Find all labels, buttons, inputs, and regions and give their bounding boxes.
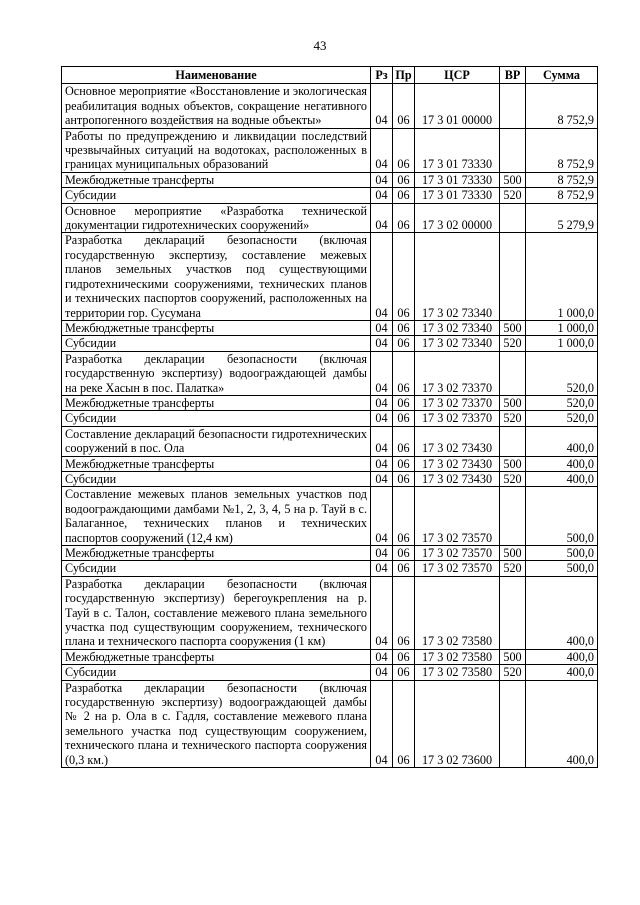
table-row bbox=[62, 487, 598, 546]
cell-rz: 04 bbox=[371, 456, 393, 471]
cell-vr bbox=[500, 487, 526, 546]
cell-sum: 8 752,9 bbox=[526, 188, 598, 203]
cell-rz: 04 bbox=[371, 395, 393, 410]
header-name: Наименование bbox=[62, 67, 371, 84]
cell-rz: 04 bbox=[371, 203, 393, 233]
cell-sum: 1 000,0 bbox=[526, 233, 598, 320]
cell-vr bbox=[500, 203, 526, 233]
cell-pr: 06 bbox=[393, 172, 415, 187]
cell-pr: 06 bbox=[393, 456, 415, 471]
table-row bbox=[62, 665, 598, 680]
table-row bbox=[62, 471, 598, 486]
header-sum: Сумма bbox=[526, 67, 598, 84]
cell-pr: 06 bbox=[393, 680, 415, 767]
cell-name: Межбюджетные трансферты bbox=[62, 172, 371, 187]
table-header-row bbox=[62, 67, 598, 84]
cell-pr: 06 bbox=[393, 395, 415, 410]
cell-rz: 04 bbox=[371, 351, 393, 395]
header-pr: Пр bbox=[393, 67, 415, 84]
cell-pr: 06 bbox=[393, 188, 415, 203]
header-csr: ЦСР bbox=[415, 67, 500, 84]
cell-name: Основное мероприятие «Восстановление и экологическая реабилитация водных объектов, сокращение негативного антропогенного воздействия на водные объекты» bbox=[62, 84, 371, 128]
cell-sum: 8 752,9 bbox=[526, 128, 598, 172]
cell-name: Субсидии bbox=[62, 665, 371, 680]
cell-sum: 500,0 bbox=[526, 546, 598, 561]
cell-sum: 500,0 bbox=[526, 487, 598, 546]
cell-vr: 520 bbox=[500, 471, 526, 486]
cell-sum: 500,0 bbox=[526, 561, 598, 576]
cell-rz: 04 bbox=[371, 665, 393, 680]
cell-vr bbox=[500, 233, 526, 320]
cell-vr: 520 bbox=[500, 561, 526, 576]
cell-pr: 06 bbox=[393, 665, 415, 680]
cell-pr: 06 bbox=[393, 84, 415, 128]
cell-sum: 400,0 bbox=[526, 471, 598, 486]
cell-vr: 500 bbox=[500, 456, 526, 471]
cell-sum: 8 752,9 bbox=[526, 172, 598, 187]
table-row bbox=[62, 426, 598, 456]
cell-name: Разработка деклараций безопасности (включая государственную экспертизу, составление межевых планов земельных участков под существующими гидротехническими сооружениями, технических планов и технических паспортов сооружений, расположенных на территории гор. Сусумана bbox=[62, 233, 371, 320]
cell-rz: 04 bbox=[371, 411, 393, 426]
cell-vr bbox=[500, 351, 526, 395]
cell-name: Субсидии bbox=[62, 336, 371, 351]
cell-csr: 17 3 02 73430 bbox=[415, 471, 500, 486]
cell-csr: 17 3 02 73370 bbox=[415, 411, 500, 426]
cell-name: Разработка декларации безопасности (включая государственную экспертизу) берегоукрепления на р. Тауй в с. Талон, составление межевого плана земельного участка под существующим сооружением, технического плана и технического паспорта сооружения (1 км) bbox=[62, 576, 371, 649]
cell-name: Составление межевых планов земельных участков под водоограждающими дамбами №1, 2, 3, 4, 5 на р. Тауй в с. Балаганное, технических планов и технических паспортов сооружений (12,4 км) bbox=[62, 487, 371, 546]
cell-pr: 06 bbox=[393, 561, 415, 576]
cell-rz: 04 bbox=[371, 426, 393, 456]
table-row bbox=[62, 128, 598, 172]
cell-csr: 17 3 01 73330 bbox=[415, 128, 500, 172]
cell-rz: 04 bbox=[371, 320, 393, 335]
table-row bbox=[62, 411, 598, 426]
cell-name: Разработка декларации безопасности (включая государственную экспертизу) водоограждающей дамбы на реке Хасын в пос. Палатка» bbox=[62, 351, 371, 395]
cell-name: Межбюджетные трансферты bbox=[62, 320, 371, 335]
cell-csr: 17 3 01 00000 bbox=[415, 84, 500, 128]
cell-csr: 17 3 01 73330 bbox=[415, 188, 500, 203]
cell-sum: 400,0 bbox=[526, 649, 598, 664]
cell-vr bbox=[500, 128, 526, 172]
cell-vr: 520 bbox=[500, 665, 526, 680]
cell-csr: 17 3 02 73600 bbox=[415, 680, 500, 767]
cell-name: Межбюджетные трансферты bbox=[62, 546, 371, 561]
cell-rz: 04 bbox=[371, 84, 393, 128]
cell-csr: 17 3 02 73340 bbox=[415, 233, 500, 320]
table-body bbox=[62, 84, 598, 768]
table-row bbox=[62, 456, 598, 471]
cell-csr: 17 3 02 73580 bbox=[415, 649, 500, 664]
cell-vr: 520 bbox=[500, 188, 526, 203]
cell-sum: 400,0 bbox=[526, 680, 598, 767]
cell-sum: 520,0 bbox=[526, 395, 598, 410]
table-row bbox=[62, 203, 598, 233]
cell-csr: 17 3 02 73570 bbox=[415, 487, 500, 546]
cell-sum: 400,0 bbox=[526, 665, 598, 680]
cell-rz: 04 bbox=[371, 546, 393, 561]
header-vr: ВР bbox=[500, 67, 526, 84]
cell-vr: 500 bbox=[500, 172, 526, 187]
cell-rz: 04 bbox=[371, 680, 393, 767]
table-row bbox=[62, 336, 598, 351]
cell-vr: 520 bbox=[500, 411, 526, 426]
cell-pr: 06 bbox=[393, 546, 415, 561]
table-row bbox=[62, 546, 598, 561]
table-row bbox=[62, 233, 598, 320]
cell-rz: 04 bbox=[371, 172, 393, 187]
cell-rz: 04 bbox=[371, 128, 393, 172]
cell-csr: 17 3 01 73330 bbox=[415, 172, 500, 187]
cell-vr: 520 bbox=[500, 336, 526, 351]
table-row bbox=[62, 680, 598, 767]
cell-rz: 04 bbox=[371, 649, 393, 664]
cell-pr: 06 bbox=[393, 203, 415, 233]
cell-csr: 17 3 02 73340 bbox=[415, 320, 500, 335]
cell-csr: 17 3 02 73430 bbox=[415, 456, 500, 471]
cell-name: Работы по предупреждению и ликвидации последствий чрезвычайных ситуаций на водотоках, расположенных в границах муниципальных образований bbox=[62, 128, 371, 172]
cell-rz: 04 bbox=[371, 188, 393, 203]
cell-rz: 04 bbox=[371, 336, 393, 351]
cell-vr: 500 bbox=[500, 649, 526, 664]
cell-csr: 17 3 02 73580 bbox=[415, 665, 500, 680]
table-row bbox=[62, 649, 598, 664]
cell-pr: 06 bbox=[393, 351, 415, 395]
cell-sum: 1 000,0 bbox=[526, 336, 598, 351]
budget-table bbox=[61, 66, 598, 768]
cell-rz: 04 bbox=[371, 576, 393, 649]
cell-vr bbox=[500, 84, 526, 128]
cell-sum: 1 000,0 bbox=[526, 320, 598, 335]
cell-vr bbox=[500, 426, 526, 456]
cell-pr: 06 bbox=[393, 411, 415, 426]
cell-name: Составление деклараций безопасности гидротехнических сооружений в пос. Ола bbox=[62, 426, 371, 456]
table-row bbox=[62, 561, 598, 576]
cell-pr: 06 bbox=[393, 320, 415, 335]
cell-pr: 06 bbox=[393, 128, 415, 172]
cell-sum: 520,0 bbox=[526, 351, 598, 395]
cell-rz: 04 bbox=[371, 233, 393, 320]
cell-name: Межбюджетные трансферты bbox=[62, 649, 371, 664]
header-rz: Рз bbox=[371, 67, 393, 84]
cell-pr: 06 bbox=[393, 576, 415, 649]
cell-pr: 06 bbox=[393, 336, 415, 351]
cell-name: Субсидии bbox=[62, 471, 371, 486]
cell-sum: 400,0 bbox=[526, 576, 598, 649]
cell-pr: 06 bbox=[393, 426, 415, 456]
page-number: 43 bbox=[313, 38, 327, 53]
cell-name: Межбюджетные трансферты bbox=[62, 395, 371, 410]
cell-name: Субсидии bbox=[62, 411, 371, 426]
cell-name: Субсидии bbox=[62, 188, 371, 203]
cell-rz: 04 bbox=[371, 561, 393, 576]
cell-csr: 17 3 02 73340 bbox=[415, 336, 500, 351]
cell-csr: 17 3 02 00000 bbox=[415, 203, 500, 233]
cell-csr: 17 3 02 73570 bbox=[415, 546, 500, 561]
cell-csr: 17 3 02 73370 bbox=[415, 351, 500, 395]
cell-csr: 17 3 02 73370 bbox=[415, 395, 500, 410]
cell-sum: 400,0 bbox=[526, 456, 598, 471]
cell-name: Субсидии bbox=[62, 561, 371, 576]
cell-sum: 8 752,9 bbox=[526, 84, 598, 128]
cell-rz: 04 bbox=[371, 471, 393, 486]
cell-name: Межбюджетные трансферты bbox=[62, 456, 371, 471]
cell-vr: 500 bbox=[500, 320, 526, 335]
table-row bbox=[62, 188, 598, 203]
cell-pr: 06 bbox=[393, 471, 415, 486]
table-row bbox=[62, 320, 598, 335]
cell-rz: 04 bbox=[371, 487, 393, 546]
cell-sum: 5 279,9 bbox=[526, 203, 598, 233]
table-row bbox=[62, 351, 598, 395]
cell-vr bbox=[500, 576, 526, 649]
cell-pr: 06 bbox=[393, 649, 415, 664]
table-row bbox=[62, 84, 598, 128]
cell-csr: 17 3 02 73580 bbox=[415, 576, 500, 649]
cell-pr: 06 bbox=[393, 233, 415, 320]
table-row bbox=[62, 172, 598, 187]
table-row bbox=[62, 576, 598, 649]
table-row bbox=[62, 395, 598, 410]
cell-sum: 400,0 bbox=[526, 426, 598, 456]
cell-name: Разработка декларации безопасности (включая государственную экспертизу) водоограждающей дамбы № 2 на р. Ола в с. Гадля, составление межевого плана земельного участка под существующим сооружением, технического плана и технического паспорта сооружения (0,3 км.) bbox=[62, 680, 371, 767]
cell-sum: 520,0 bbox=[526, 411, 598, 426]
cell-csr: 17 3 02 73430 bbox=[415, 426, 500, 456]
cell-name: Основное мероприятие «Разработка технической документации гидротехнических сооружений» bbox=[62, 203, 371, 233]
cell-vr: 500 bbox=[500, 395, 526, 410]
cell-csr: 17 3 02 73570 bbox=[415, 561, 500, 576]
cell-vr bbox=[500, 680, 526, 767]
cell-pr: 06 bbox=[393, 487, 415, 546]
cell-vr: 500 bbox=[500, 546, 526, 561]
